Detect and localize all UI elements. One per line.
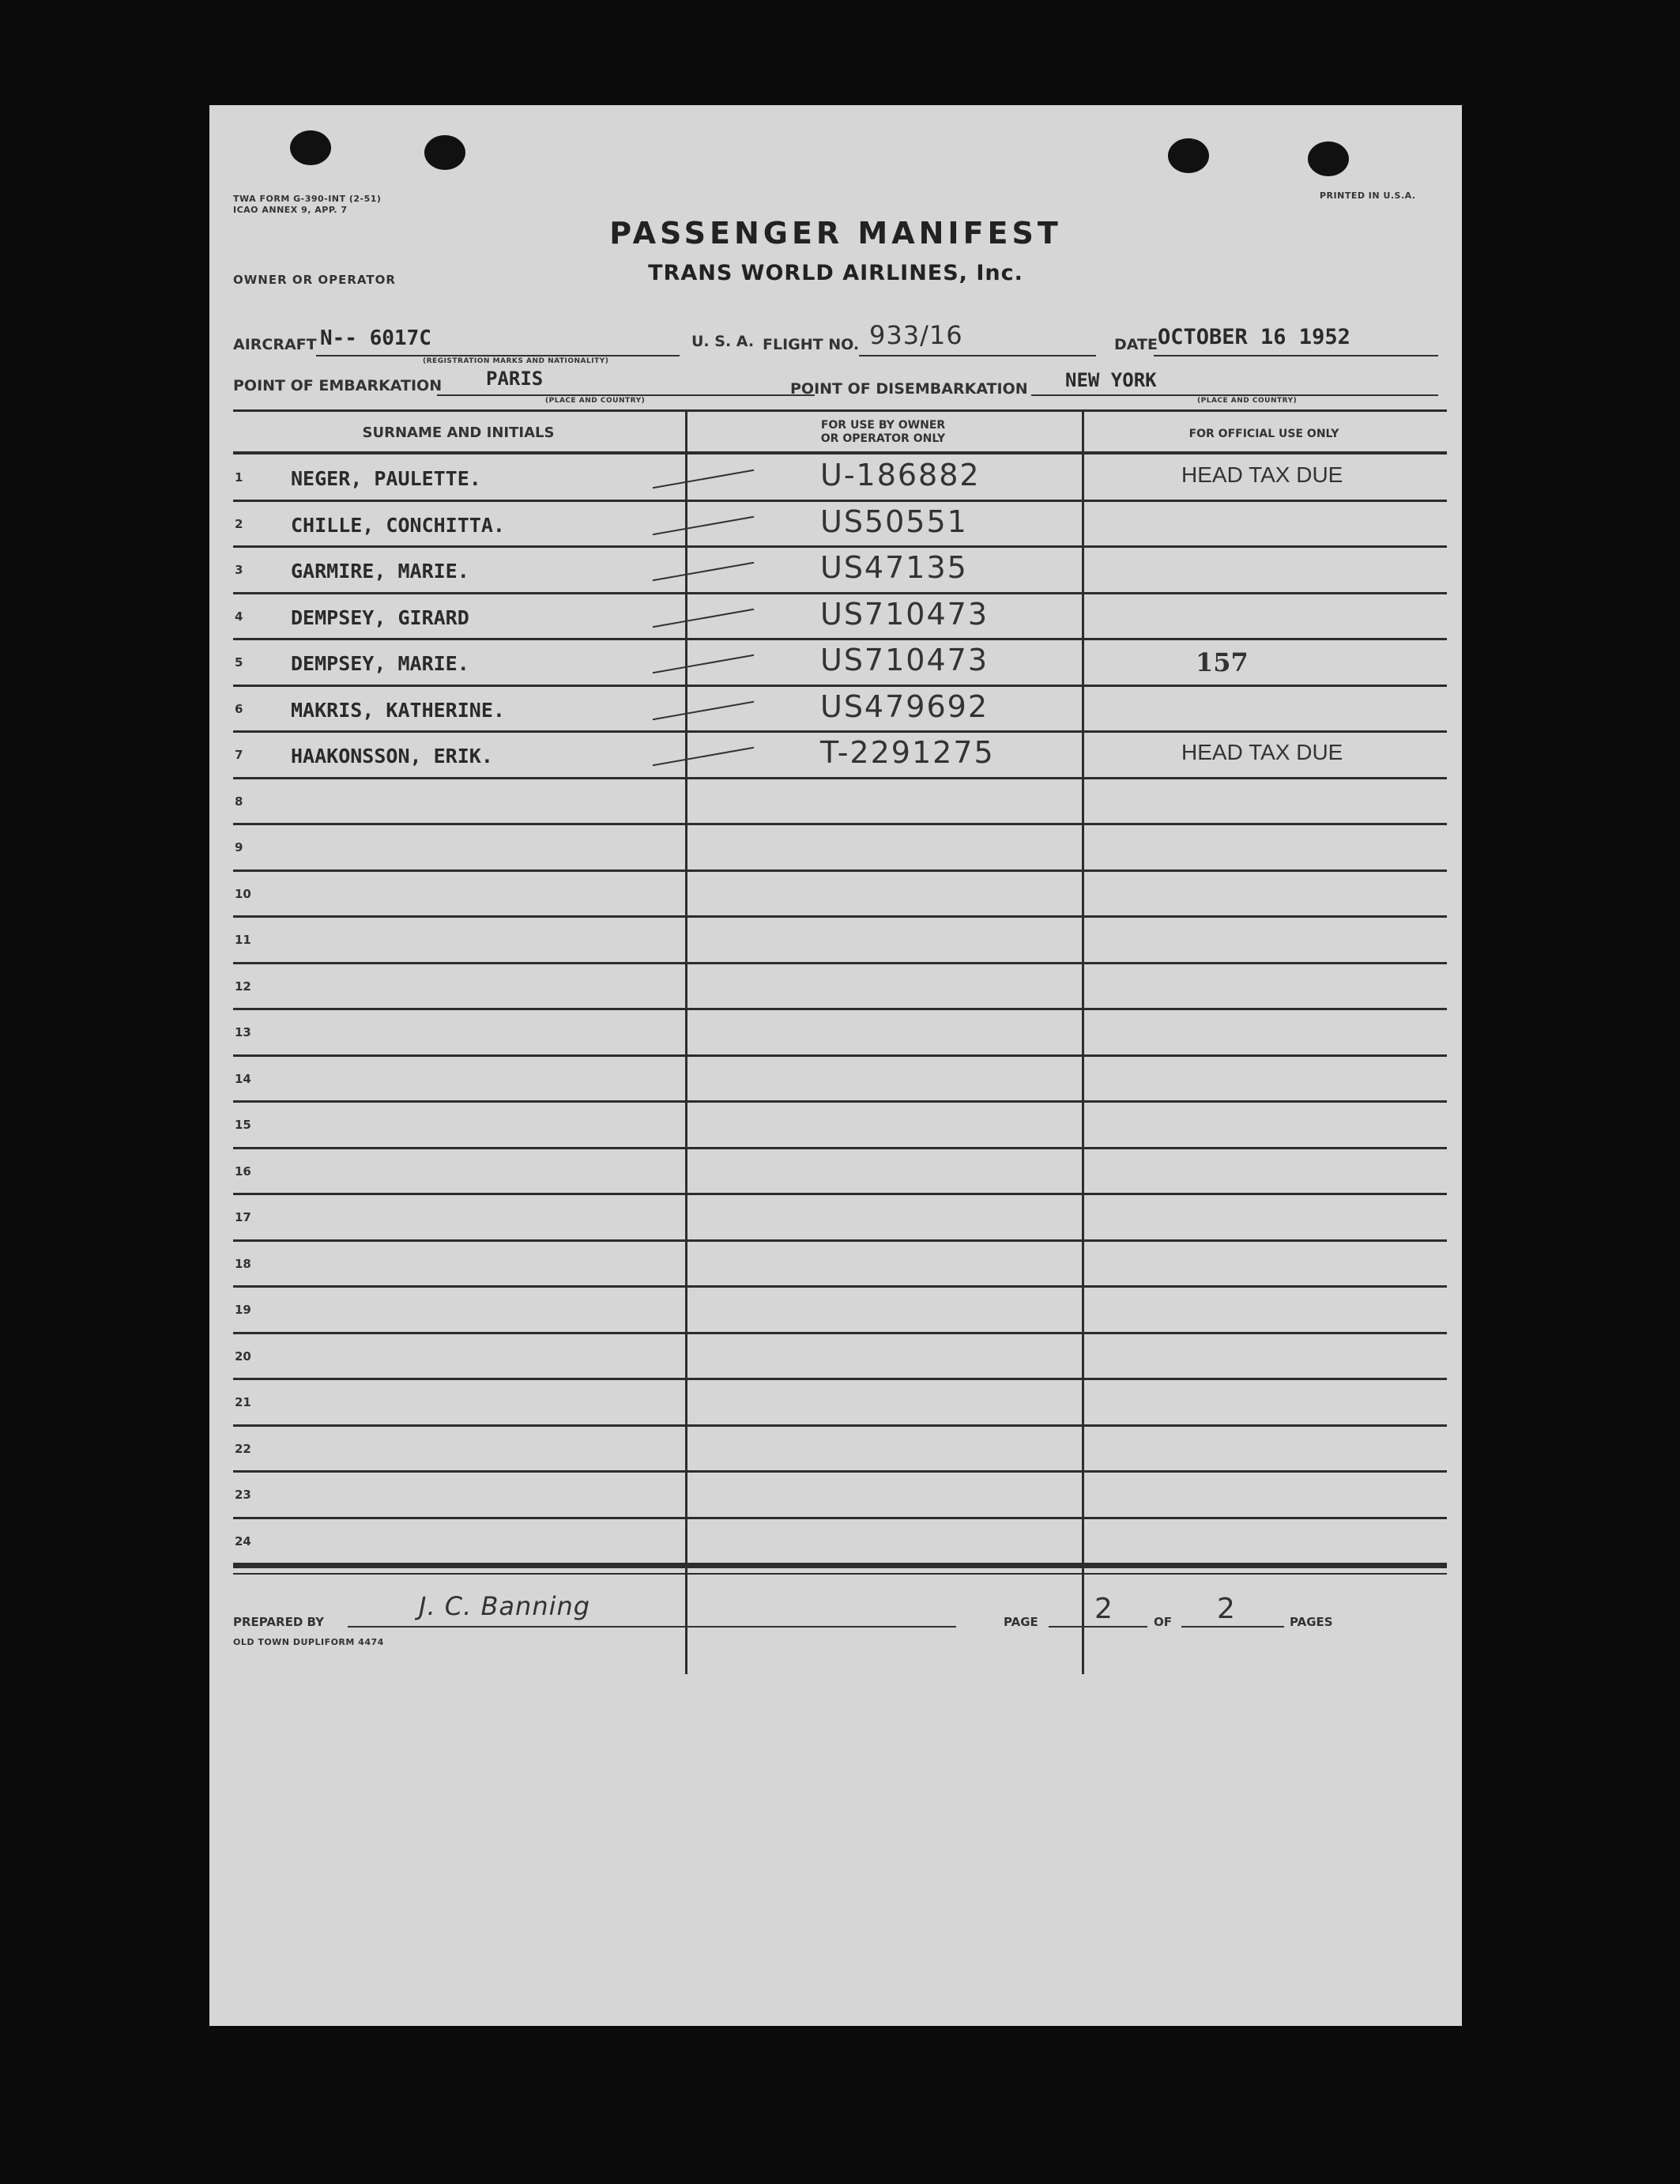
- disembark-value: NEW YORK: [1065, 369, 1157, 391]
- form-code-line2: ICAO ANNEX 9, APP. 7: [233, 205, 348, 215]
- flight-value: 933/16: [869, 320, 963, 350]
- printer-line: OLD TOWN DUPLIFORM 4474: [233, 1637, 384, 1647]
- date-value: OCTOBER 16 1952: [1158, 325, 1350, 349]
- operator-serial: US50551: [820, 504, 968, 539]
- row-number: 20: [235, 1348, 251, 1364]
- embark-label: POINT OF EMBARKATION: [233, 377, 443, 394]
- aircraft-value: N-- 6017C: [320, 326, 431, 350]
- prepared-by-signature: J. C. Banning: [419, 1591, 591, 1621]
- operator-serial: T-2291275: [820, 735, 995, 770]
- aircraft-label: AIRCRAFT: [233, 336, 317, 353]
- owner-use-header-line1: FOR USE BY OWNER: [820, 419, 946, 432]
- registration-note: (REGISTRATION MARKS AND NATIONALITY): [423, 357, 609, 365]
- punch-hole: [424, 135, 465, 170]
- row-rule: [233, 777, 1447, 779]
- embark-underline: [437, 394, 815, 396]
- row-rule: [233, 638, 1447, 640]
- row-rule: [233, 500, 1447, 502]
- row-rule: [233, 1332, 1447, 1334]
- checkmark-stroke: [653, 654, 754, 674]
- embark-value: PARIS: [486, 368, 544, 390]
- row-rule: [233, 823, 1447, 825]
- row-rule: [233, 592, 1447, 594]
- punch-hole: [1308, 141, 1349, 176]
- passenger-name: MAKRIS, KATHERINE.: [291, 698, 505, 722]
- owner-use-header-line2: OR OPERATOR ONLY: [820, 432, 946, 445]
- printed-in: PRINTED IN U.S.A.: [1320, 190, 1416, 201]
- disembark-label: POINT OF DISEMBARKATION: [790, 380, 1028, 398]
- passenger-name: NEGER, PAULETTE.: [291, 467, 481, 490]
- airline-name: TRANS WORLD AIRLINES, Inc.: [648, 261, 1023, 285]
- row-rule: [233, 685, 1447, 687]
- pages-label: PAGES: [1290, 1615, 1333, 1629]
- row-number: 2: [235, 516, 243, 531]
- operator-serial: US47135: [820, 550, 968, 585]
- row-number: 17: [235, 1210, 251, 1224]
- row-rule: [233, 545, 1447, 548]
- row-rule: [233, 962, 1447, 964]
- checkmark-stroke: [653, 562, 754, 582]
- aircraft-underline: [316, 355, 680, 356]
- row-number: 1: [235, 470, 243, 485]
- row-rule: [233, 1378, 1447, 1380]
- form-code-line1: TWA FORM G-390-INT (2-51): [233, 194, 382, 204]
- row-number: 8: [235, 794, 243, 809]
- of-value: 2: [1217, 1593, 1237, 1625]
- checkmark-stroke: [653, 470, 754, 489]
- row-number: 16: [235, 1164, 251, 1179]
- row-number: 21: [235, 1395, 251, 1409]
- embark-note: (PLACE AND COUNTRY): [545, 397, 646, 405]
- of-underline: [1181, 1626, 1284, 1628]
- date-label: DATE: [1114, 336, 1158, 353]
- column-divider-1: [685, 409, 687, 1674]
- passenger-name: GARMIRE, MARIE.: [291, 560, 469, 583]
- row-number: 14: [235, 1071, 251, 1086]
- checkmark-stroke: [653, 608, 754, 628]
- punch-hole: [290, 130, 331, 165]
- row-number: 13: [235, 1025, 251, 1039]
- row-number: 22: [235, 1441, 251, 1456]
- passenger-name: DEMPSEY, MARIE.: [291, 652, 469, 675]
- row-rule: [233, 1424, 1447, 1427]
- row-number: 19: [235, 1303, 251, 1317]
- row-number: 3: [235, 563, 243, 577]
- form-title: PASSENGER MANIFEST: [609, 216, 1062, 251]
- disembark-underline: [1031, 394, 1438, 396]
- prepared-by-underline: [348, 1626, 956, 1628]
- checkmark-stroke: [653, 515, 754, 535]
- row-rule: [233, 1193, 1447, 1195]
- checkmark-stroke: [653, 747, 754, 767]
- official-use-entry: HEAD TAX DUE: [1181, 740, 1343, 764]
- operator-serial: U-186882: [820, 458, 981, 492]
- punch-hole: [1168, 138, 1209, 173]
- of-label: OF: [1154, 1615, 1172, 1629]
- row-number: 11: [235, 933, 251, 947]
- row-rule: [233, 1008, 1447, 1010]
- row-rule: [233, 1470, 1447, 1473]
- row-rule: [233, 1239, 1447, 1242]
- row-rule: [233, 1100, 1447, 1103]
- row-rule: [233, 1054, 1447, 1057]
- row-number: 6: [235, 701, 243, 716]
- table-bottom-rule-2: [233, 1573, 1447, 1575]
- row-number: 9: [235, 840, 243, 854]
- row-number: 24: [235, 1533, 251, 1548]
- row-rule: [233, 1517, 1447, 1519]
- row-number: 15: [235, 1118, 251, 1132]
- official-use-entry: 157: [1196, 647, 1249, 677]
- row-rule: [233, 1147, 1447, 1149]
- page-label: PAGE: [1004, 1615, 1038, 1629]
- owner-label: OWNER OR OPERATOR: [233, 273, 396, 287]
- row-number: 18: [235, 1256, 251, 1271]
- flight-label: FLIGHT NO.: [763, 336, 860, 353]
- table-bottom-rule: [233, 1565, 1447, 1568]
- row-number: 10: [235, 886, 251, 901]
- manifest-sheet: [209, 105, 1462, 2026]
- operator-serial: US479692: [820, 688, 989, 724]
- passenger-name: HAAKONSSON, ERIK.: [291, 745, 493, 768]
- row-rule: [233, 915, 1447, 918]
- row-rule: [233, 869, 1447, 872]
- row-number: 12: [235, 979, 251, 994]
- row-rule: [233, 1285, 1447, 1288]
- row-rule: [233, 730, 1447, 733]
- row-number: 5: [235, 655, 243, 670]
- table-top-rule: [233, 409, 1447, 412]
- row-number: 7: [235, 748, 243, 762]
- column-divider-2: [1082, 409, 1084, 1674]
- official-use-entry: HEAD TAX DUE: [1181, 462, 1343, 487]
- official-use-header: FOR OFFICIAL USE ONLY: [1188, 428, 1339, 440]
- column-header-rule: [233, 451, 1447, 455]
- flight-underline: [859, 355, 1096, 356]
- prepared-by-label: PREPARED BY: [233, 1615, 324, 1629]
- surname-header: SURNAME AND INITIALS: [362, 424, 555, 441]
- row-number: 4: [235, 609, 243, 624]
- operator-serial: US710473: [820, 643, 989, 677]
- row-number: 23: [235, 1488, 251, 1502]
- disembark-note: (PLACE AND COUNTRY): [1197, 397, 1298, 405]
- checkmark-stroke: [653, 700, 754, 720]
- usa-label: U. S. A.: [691, 333, 755, 350]
- passenger-name: CHILLE, CONCHITTA.: [291, 513, 505, 537]
- operator-serial: US710473: [820, 596, 989, 632]
- page-underline: [1049, 1626, 1147, 1628]
- page-value: 2: [1094, 1593, 1115, 1625]
- passenger-name: DEMPSEY, GIRARD: [291, 605, 469, 629]
- date-underline: [1154, 355, 1438, 356]
